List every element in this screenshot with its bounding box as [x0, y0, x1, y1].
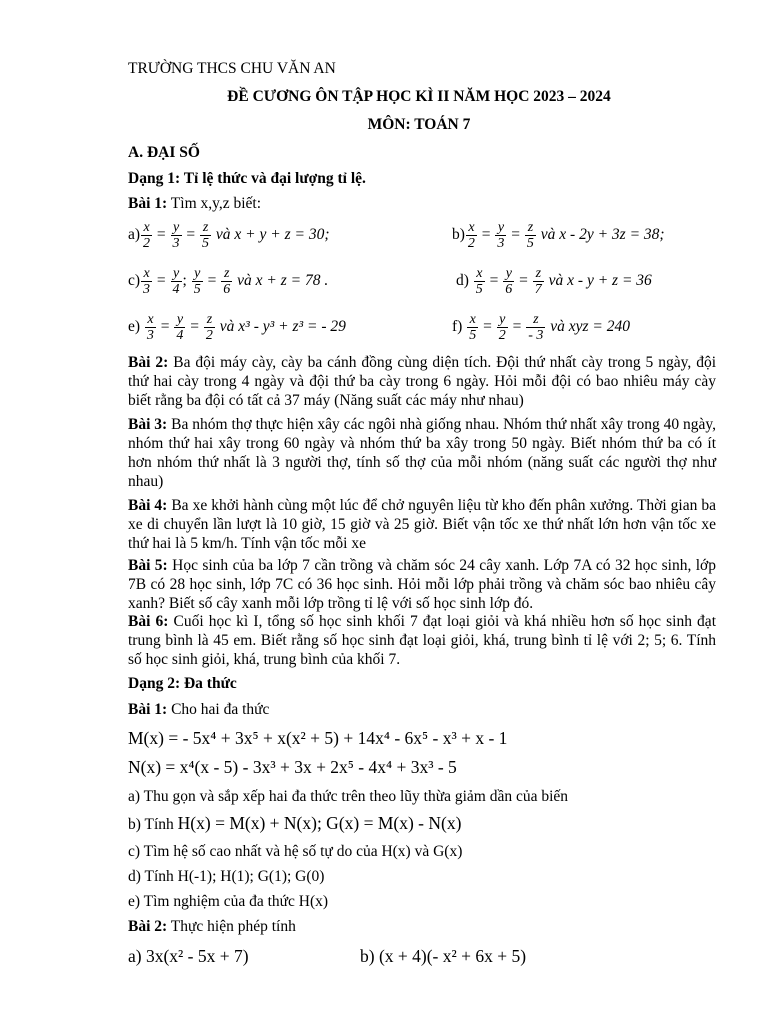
fraction: $\frac{y}{2}$	[498, 312, 506, 343]
operation-b: b) (x + 4)(- x² + 6x + 5)	[360, 946, 527, 966]
fraction: $\frac{y}{3}$	[497, 220, 505, 251]
fraction: $\frac{x}{3}$	[146, 312, 154, 343]
fraction: $\frac{y}{3}$	[172, 220, 180, 251]
item-d: d) $\frac{x}{5}$ = $\frac{y}{6}$ = $\frac{z}{7}$ và x - y + z = 36	[456, 266, 652, 297]
item-a: a) $\frac{x}{2}$ = $\frac{y}{3}$ = $\frac{z}{5}$ và x + y + z = 30;	[128, 220, 330, 251]
polynomial-n: N(x) = x⁴(x - 5) - 3x³ + 3x + 2x⁵ - 4x⁴ + 3x³ - 5	[128, 757, 457, 777]
question-a: a) Thu gọn và sắp xếp hai đa thức trên theo lũy thừa giảm dần của biến	[128, 788, 569, 805]
fraction: $\frac{z}{6}$	[223, 266, 231, 297]
condition: và x + z = 78 .	[237, 272, 329, 290]
operation-a: a) 3x(x² - 5x + 7)	[128, 946, 249, 966]
dang1-bai1	[128, 194, 261, 213]
fraction: $\frac{x}{5}$	[475, 266, 483, 297]
fraction: $\frac{y}{4}$	[176, 312, 184, 343]
dang1-bai4: Bài 4: Ba xe khởi hành cùng một lúc để chở nguyên liệu từ kho đến phân xưởng. Thời gian ba xe di chuyển lần lượt là 10 giờ, 15 giờ và 25 giờ. Biết vận tốc xe thứ nhất lớn hơn vận tốc xe thứ hai là 5 km/h. Tính vận tốc mỗi xe	[128, 497, 717, 552]
fraction: $\frac{z}{5}$	[202, 220, 210, 251]
condition: và x - y + z = 36	[548, 272, 652, 290]
school-name: TRƯỜNG THCS CHU VĂN AN	[128, 60, 336, 77]
fraction: $\frac{z}{5}$	[526, 220, 534, 251]
fraction: $\frac{x}{3}$	[143, 266, 151, 297]
item-f: f) $\frac{x}{5}$ = $\frac{y}{2}$ = $\frac{z}{- 3}$ và xyz = 240	[452, 312, 631, 343]
condition: và x + y + z = 30;	[215, 226, 330, 244]
fraction: $\frac{z}{- 3}$	[528, 312, 544, 343]
condition: và xyz = 240	[550, 318, 631, 336]
fraction: $\frac{y}{4}$	[172, 266, 180, 297]
condition: và x³ - y³ + z³ = - 29	[219, 318, 346, 336]
subject-title: MÔN: TOÁN 7	[367, 116, 471, 133]
dang2-bai1: Bài 1: Cho hai đa thức	[128, 701, 270, 718]
exercise-text: Tìm x,y,z biết:	[170, 195, 262, 212]
dang1-bai3: Bài 3: Ba nhóm thợ thực hiện xây các ngôi nhà giống nhau. Nhóm thứ nhất xây trong 40 ngày, nhóm thứ hai xây trong 60 ngày và nhóm thứ ba xây trong 50 ngày. Biết nhóm thứ ba có ít hơn nhóm thứ nhất là 3 người thợ, tính số thợ của mỗi nhóm (năng suất các người thợ như nhau)	[128, 416, 717, 490]
dang1-bai6: Bài 6: Cuối học kì I, tổng số học sinh khối 7 đạt loại giỏi và khá nhiều hơn số học sinh đạt trung bình là 45 em. Biết rằng số học sinh đạt loại giỏi, khá, trung bình tỉ lệ với 2; 5; 6. Tính số học sinh giỏi, khá, trung bình của khối 7.	[128, 613, 716, 668]
question-d: d) Tính H(-1); H(1); G(1); G(0)	[128, 868, 325, 885]
question-c: c) Tìm hệ số cao nhất và hệ số tự do của H(x) và G(x)	[128, 843, 463, 860]
item-e: e) $\frac{x}{3}$ = $\frac{y}{4}$ = $\frac{z}{2}$ và x³ - y³ + z³ = - 29	[128, 312, 346, 343]
fraction: $\frac{y}{6}$	[505, 266, 513, 297]
document-title: ĐỀ CƯƠNG ÔN TẬP HỌC KÌ II NĂM HỌC 2023 – 2024	[227, 88, 611, 105]
question-b: b) Tính H(x) = M(x) + N(x); G(x) = M(x) - N(x)	[128, 813, 462, 833]
fraction: $\frac{x}{2}$	[143, 220, 151, 251]
condition: và x - 2y + 3z = 38;	[540, 226, 665, 244]
dang2-bai2: Bài 2: Thực hiện phép tính	[128, 918, 296, 935]
fraction: $\frac{z}{2}$	[205, 312, 213, 343]
polynomial-m: M(x) = - 5x⁴ + 3x⁵ + x(x² + 5) + 14x⁴ - 6x⁵ - x³ + x - 1	[128, 728, 508, 748]
question-b-equation: H(x) = M(x) + N(x); G(x) = M(x) - N(x)	[177, 813, 462, 833]
fraction: $\frac{z}{7}$	[534, 266, 542, 297]
item-c: c) $\frac{x}{3}$ = $\frac{y}{4}$ ; $\frac{y}{5}$ = $\frac{z}{6}$ và x + z = 78 .	[128, 266, 329, 297]
dang1-heading: Dạng 1: Tỉ lệ thức và đại lượng tỉ lệ.	[128, 170, 366, 187]
dang1-bai5: Bài 5: Học sinh của ba lớp 7 cần trồng và chăm sóc 24 cây xanh. Lớp 7A có 32 học sinh, lớp 7B có 28 học sinh, lớp 7C có 36 học sinh. Hỏi mỗi lớp phải trồng và chăm sóc bao nhiêu cây xanh? Biết số cây xanh mỗi lớp trồng tỉ lệ với số học sinh lớp đó.	[128, 557, 717, 612]
dang2-heading: Dạng 2: Đa thức	[128, 675, 237, 692]
fraction: $\frac{x}{2}$	[467, 220, 475, 251]
dang1-bai2: Bài 2: Ba đội máy cày, cày ba cánh đồng cùng diện tích. Đội thứ nhất cày trong 5 ngày, đội thứ hai cày trong 4 ngày và đội thứ ba cày trong 6 ngày. Hỏi mỗi đội có bao nhiêu máy cày biết rằng ba đội có tất cả 37 máy (Năng suất các máy như nhau)	[128, 354, 716, 409]
fraction: $\frac{y}{5}$	[193, 266, 201, 297]
exercise-label: Bài 1:	[128, 195, 168, 212]
fraction: $\frac{x}{5}$	[469, 312, 477, 343]
item-b: b) $\frac{x}{2}$ = $\frac{y}{3}$ = $\frac{z}{5}$ và x - 2y + 3z = 38;	[452, 220, 665, 251]
section-a-heading: A. ĐẠI SỐ	[128, 144, 200, 161]
question-e: e) Tìm nghiệm của đa thức H(x)	[128, 893, 329, 910]
